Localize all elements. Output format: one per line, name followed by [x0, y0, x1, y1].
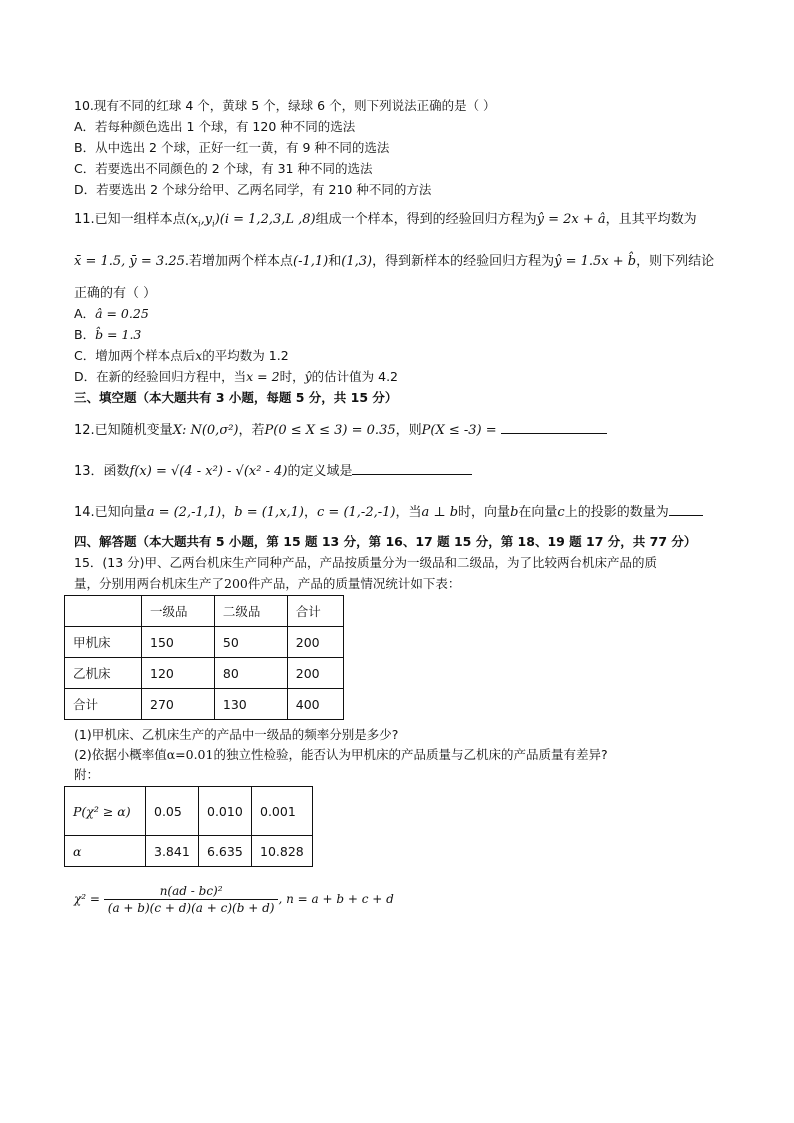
table-row: 合计 270 130 400	[65, 689, 344, 720]
q12-stem: 12.已知随机变量X: N(0,σ²)，若P(0 ≤ X ≤ 3) = 0.35，则P(X ≤ -3) =	[74, 421, 607, 440]
q15-appendix-label: 附：	[74, 767, 100, 782]
q11-stem-line2: x̄ = 1.5, ȳ = 3.25.若增加两个样本点(-1,1)和(1,3)，得到新样本的经验回归方程为ŷ = 1.5x + b̂，则下列结论	[74, 254, 715, 269]
q15-stem-line2: 量，分别用两台机床生产了200件产品，产品的质量情况统计如下表：	[74, 576, 461, 591]
q11-option-b: B．b̂ = 1.3	[74, 327, 142, 342]
section-solution-heading: 四、解答题（本大题共有 5 小题，第 15 题 13 分，第 16、17 题 15 分，第 18、19 题 17 分，共 77 分）	[74, 534, 697, 549]
q11-option-d: D．在新的经验回归方程中，当x = 2时，ŷ的估计值为 4.2	[74, 369, 399, 384]
q15-quality-table	[64, 595, 344, 720]
section-fill-in-heading: 三、填空题（本大题共有 3 小题，每题 5 分，共 15 分）	[74, 390, 398, 405]
q11-option-c: C．增加两个样本点后x的平均数为 1.2	[74, 348, 289, 363]
table-row: 乙机床 120 80 200	[65, 658, 344, 689]
q10-option-d: D．若要选出 2 个球分给甲、乙两名同学，有 210 种不同的方法	[74, 182, 432, 197]
q10-option-a: A．若每种颜色选出 1 个球，有 120 种不同的选法	[74, 119, 356, 134]
chi-square-critical-table	[64, 786, 313, 867]
q15-sub2: (2)依据小概率值α=0.01的独立性检验，能否认为甲机床的产品质量与乙机床的产品质量有差异?	[74, 747, 608, 762]
q11-option-a: A．â = 0.25	[74, 306, 149, 321]
table-row: 甲机床 150 50 200	[65, 627, 344, 658]
q13-answer-blank	[352, 462, 472, 475]
chi-square-formula: χ² = $\frac{\text{n(ad - bc)²}}{(a + b)(c + d)(a + c)(b + d)}$ , n = a + b + c + d	[74, 884, 394, 915]
q10-stem: 10.现有不同的红球 4 个，黄球 5 个，绿球 6 个，则下列说法正确的是（ ）	[74, 98, 496, 113]
q13-stem: 13．函数f(x) = √(4 - x²) - √(x² - 4)的定义域是	[74, 462, 472, 481]
q11-stem-line3: 正确的有（ ）	[74, 286, 157, 301]
q15-sub1: (1)甲机床、乙机床生产的产品中一级品的频率分别是多少?	[74, 727, 399, 742]
table-row: α 3.841 6.635 10.828	[65, 836, 313, 867]
q14-answer-blank	[669, 503, 703, 516]
q11-stem-line1: 11.已知一组样本点$(x_i,y_i)(i = 1,2,3,L$ ,8)组成一个样本，得到的经验回归方程为ŷ = 2x + â，且其平均数为	[74, 212, 697, 229]
q10-option-c: C．若要选出不同颜色的 2 个球，有 31 种不同的选法	[74, 161, 373, 176]
q12-answer-blank	[501, 421, 607, 434]
q15-stem-line1: 15．(13 分)甲、乙两台机床生产同种产品，产品按质量分为一级品和二级品，为了比较两台机床产品的质	[74, 555, 658, 570]
q14-stem: 14.已知向量a = (2,-1,1)，b = (1,x,1)，c = (1,-2,-1)，当a ⊥ b时，向量b在向量c上的投影的数量为	[74, 503, 703, 522]
table-row: P(χ² ≥ α) 0.05 0.010 0.001	[65, 787, 313, 836]
q10-option-b: B．从中选出 2 个球，正好一红一黄，有 9 种不同的选法	[74, 140, 390, 155]
chi-square-fraction: $\frac{\text{n(ad - bc)²}}{(a + b)(c + d)(a + c)(b + d)}$	[104, 884, 279, 915]
table-header-row: 一级品 二级品 合计	[65, 596, 344, 627]
